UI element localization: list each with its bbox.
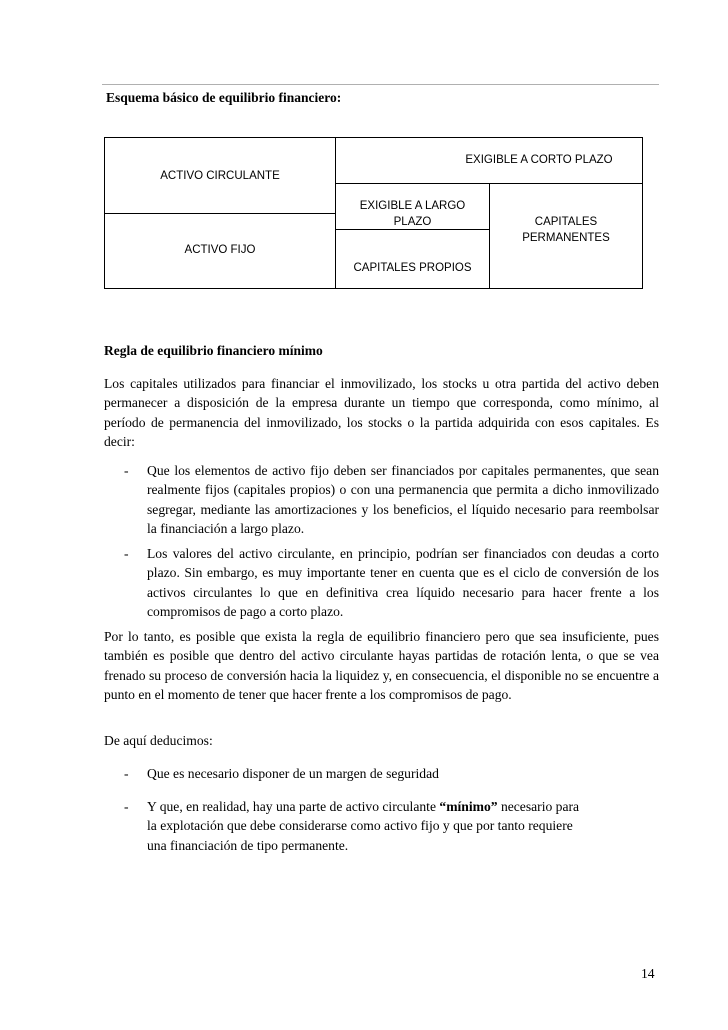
cell-capitales-permanentes xyxy=(490,214,642,246)
regla-intro: Los capitales utilizados para financiar el inmovilizado, los stocks u otra partida del activo deben permanecer a disposición de la empresa durante un tiempo que corresponda, como mínimo, al período de permanencia del inmovilizado, los stocks o la partida adquirida con esos capitales. Es decir: xyxy=(104,376,659,449)
deducimos-line: De aquí deducimos: xyxy=(104,733,213,748)
cell-capitales-propios: CAPITALES PROPIOS xyxy=(353,262,472,274)
exigible-largo-line1: EXIGIBLE A LARGO xyxy=(359,200,466,212)
deduction-text-after: necesario para la explotación que debe considerarse como activo fijo y que por tanto requiere una financiación de tipo permanente. xyxy=(147,799,580,853)
deduction-text-before: Y que, en realidad, hay una parte de activo circulante xyxy=(147,799,440,814)
capitales-permanentes-line2: PERMANENTES xyxy=(522,232,610,244)
header-rule xyxy=(102,84,659,85)
cell-activo-circulante: ACTIVO CIRCULANTE xyxy=(160,170,280,182)
bullet-text: Los valores del activo circulante, en principio, podrían ser financiados con deudas a corto plazo. Sin embargo, es muy importante tener en cuenta que es el ciclo de conversión de los activos circulantes lo que en definitiva crea líquido necesario para hacer frente a los compromisos de pago a corto plazo. xyxy=(147,546,659,619)
exigible-largo-line2: PLAZO xyxy=(393,216,432,228)
schema-title: Esquema básico de equilibrio financiero: xyxy=(106,90,342,105)
bullet-dash: - xyxy=(124,766,129,781)
cell-activo-fijo: ACTIVO FIJO xyxy=(184,244,256,256)
bullet-text xyxy=(147,797,584,855)
page-number: 14 xyxy=(641,966,655,981)
divider-asset-rows xyxy=(105,213,335,214)
capitales-permanentes-line1: CAPITALES xyxy=(534,216,598,228)
conclusion-paragraph: Por lo tanto, es posible que exista la regla de equilibrio financiero pero que sea insuficiente, pues también es posible que dentro del activo circulante hayas partidas de rotación lenta, o que se vea frenado su proceso de conversión hacia la liquidez y, en consecuencia, el disponible no se encuentre a punto en el momento de tener que hacer frente a los compromisos de pago. xyxy=(104,629,659,702)
deduction-text-bold: “mínimo” xyxy=(439,799,498,814)
bullet-dash: - xyxy=(124,546,129,561)
balance-diagram xyxy=(104,137,643,289)
bullet-dash: - xyxy=(124,799,129,814)
exigible-corto-text: EXIGIBLE A CORTO PLAZO xyxy=(465,154,613,166)
regla-title: Regla de equilibrio financiero mínimo xyxy=(104,343,323,358)
cell-exigible-corto xyxy=(336,152,642,168)
bullet-text: Que los elementos de activo fijo deben ser financiados por capitales permanentes, que sean realmente fijos (capitales propios) o con una permanencia que permita a dicho inmovilizado segregar, mediante las amortizaciones y los beneficios, el líquido necesario para reembolsar la financiación a largo plazo. xyxy=(147,463,659,536)
bullet-dash: - xyxy=(124,463,129,478)
bullet-text: Que es necesario disponer de un margen de seguridad xyxy=(147,766,439,781)
cell-exigible-largo xyxy=(336,198,489,230)
